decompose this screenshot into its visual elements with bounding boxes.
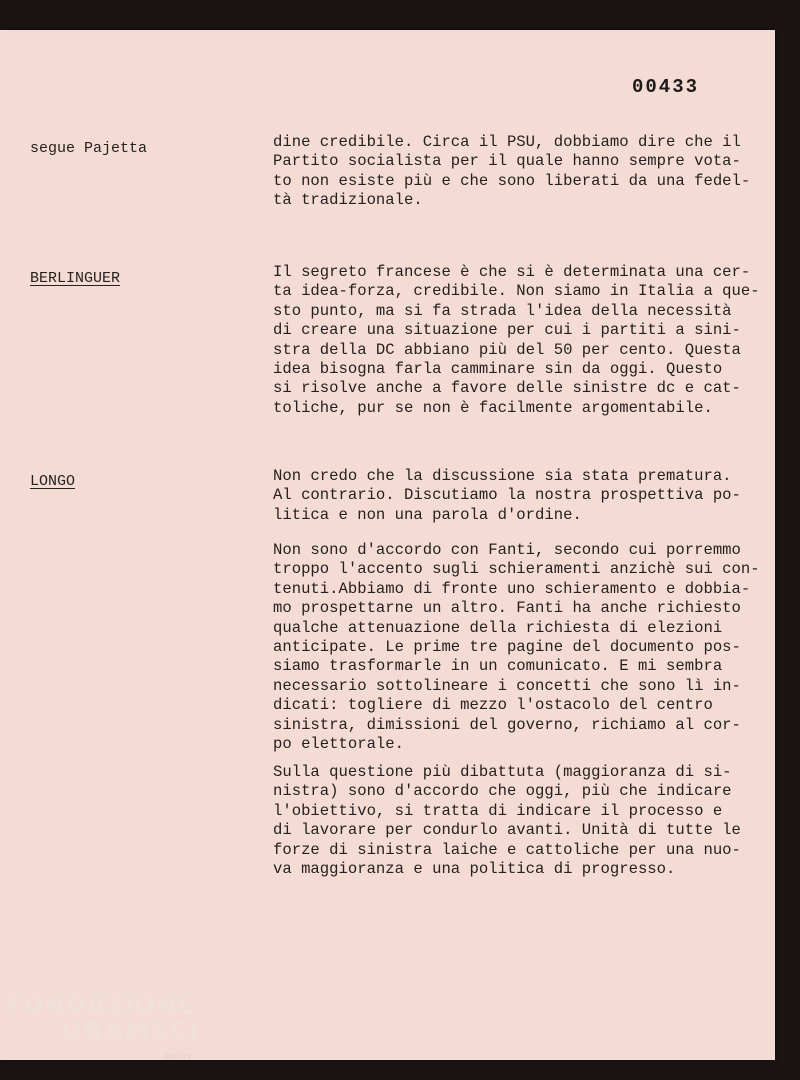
paragraph-longo-3: Sulla questione più dibattuta (maggioranza di si- nistra) sono d'accordo che oggi, più che indicare l'obiettivo, si tratta di indicare il processo e di lavorare per condurlo avanti. Unità di tutte le forze di sinistra laiche e cattoliche per una nuo- va maggioranza e una politica di progresso.	[273, 763, 741, 879]
paragraph-pajetta-1: dine credibile. Circa il PSU, dobbiamo dire che il Partito socialista per il quale hanno sempre vota- to non esiste più e che sono liberati da una fedel- tà tradizionale.	[273, 133, 751, 210]
page-number: 00433	[632, 76, 700, 98]
speaker-label-berlinguer: BERLINGUER	[30, 270, 121, 287]
paragraph-longo-1: Non credo che la discussione sia stata prematura. Al contrario. Discutiamo la nostra prospettiva po- litica e non una parola d'ordine.	[273, 467, 741, 524]
speaker-label-longo: LONGO	[30, 473, 76, 490]
paragraph-longo-2: Non sono d'accordo con Fanti, secondo cui porremmo troppo l'accento sugli schieramenti anzichè sui con- tenuti.Abbiamo di fronte uno schieramento e dobbia- mo prospettarne un altro. Fanti ha anche richiesto qualche attenuazione della richiesta di elezioni anticipate. Le prime tre pagine del documento pos- siamo trasformarle in un comunicato. E mi sembra necessario sottolineare i concetti che sono lì in- dicati: togliere di mezzo l'ostacolo del centro sinistra, dimissioni del governo, richiamo al cor- po elettorale.	[273, 541, 760, 754]
watermark-line-2: GRAMSCI	[62, 1017, 201, 1045]
watermark-line-1: FONDAZIONE	[6, 991, 195, 1019]
document-page	[0, 30, 775, 1060]
paragraph-berlinguer-1: Il segreto francese è che si è determinata una cer- ta idea-forza, credibile. Non siamo in Italia a que- sto punto, ma si fa strada l'idea della necessità di creare una situazione per cui i partiti a sini- stra della DC abbiano più del 50 per cento. Questa idea bisogna farla camminare sin da oggi. Questo si risolve anche a favore delle sinistre dc e cat- toliche, pur se non è facilmente argomentabile.	[273, 263, 760, 417]
fondazione-gramsci-watermark	[6, 992, 200, 1070]
speaker-label-pajetta: segue Pajetta	[30, 140, 148, 157]
watermark-line-3: onlus	[164, 1052, 192, 1062]
